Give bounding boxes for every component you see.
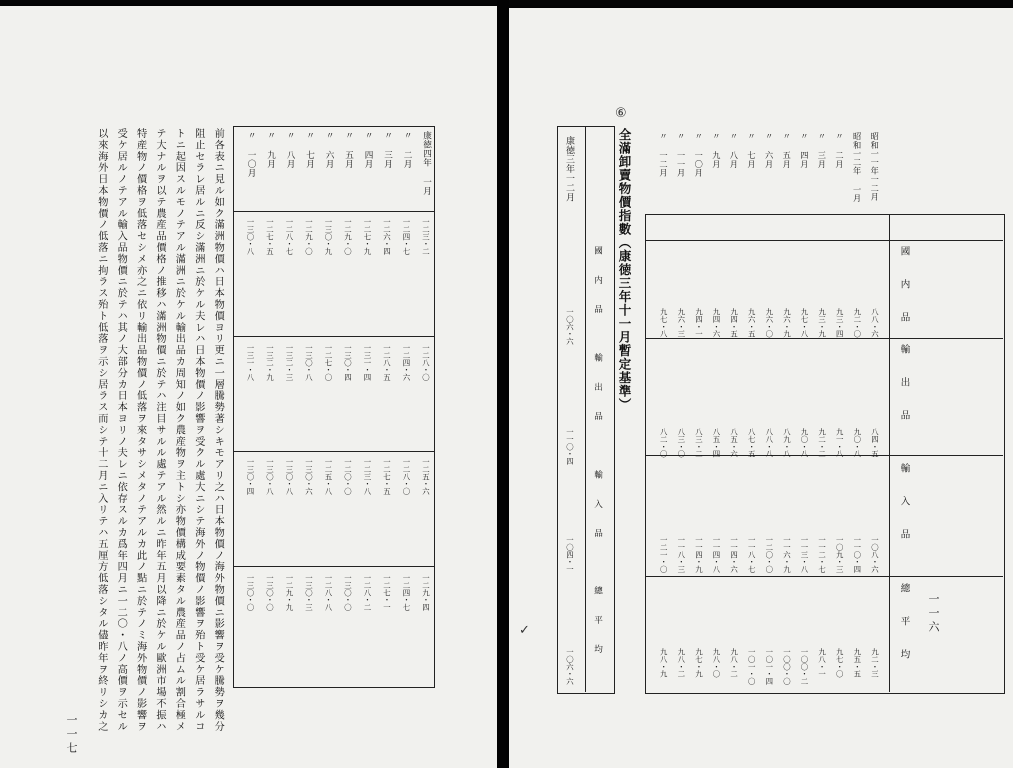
right-cell-value: 九六・五 [747,308,757,338]
right-cell-value: 九四・一 [694,308,704,338]
left-row-month: 〃 四月 [363,131,374,169]
right-row-month: 〃 五月 [782,132,793,169]
right-cell-value: 九七・〇 [835,648,845,678]
left-table-divider [233,566,434,567]
lower-column-header: 輸 入 品 [592,470,603,543]
left-cell-value: 一二九・四 [421,574,431,611]
right-cell-value: 九七・八 [800,308,809,338]
right-cell-value: 九八・一 [817,648,827,678]
right-cell-value: 九〇・八 [800,428,809,458]
right-cell-value: 九八・二 [729,648,739,678]
right-cell-value: 九四・五 [729,308,739,338]
right-page-number: 一一六 [927,593,940,635]
left-cell-value: 一二〇・〇 [343,458,353,495]
right-cell-value: 九七・九 [694,648,704,678]
right-row-month: 〃 一二月 [659,132,669,177]
right-cell-value: 九六・〇 [764,308,774,338]
left-cell-value: 一三〇・八 [245,218,255,255]
left-cell-value: 一二九・〇 [343,218,353,255]
right-cell-value: 九七・八 [659,308,669,338]
lower-column-header: 國 内 品 [592,246,603,319]
prose-line: 以來海外日本物價ノ低落ニ拘ラス殆ト低落ヲ示シ居ラス而シテ十二月ニ入リテハ五厘方低落シタル儘昨年ヲ終リシカ之 [95,128,107,733]
left-cell-value: 一二八・二 [362,574,372,611]
right-row-month: 〃 三月 [817,132,828,169]
right-cell-value: 八七・五 [747,428,757,458]
right-cell-value: 八八・八 [764,428,774,458]
left-row-month: 〃 三月 [382,131,393,169]
right-cell-value: 一一〇・四 [852,536,862,573]
right-cell-value: 一〇一・〇 [747,648,757,685]
left-cell-value: 一三二・九 [265,344,275,381]
right-cell-value: 一一三・八 [800,536,809,573]
right-cell-value: 八八・六 [870,308,880,338]
right-cell-value: 九二・三 [870,648,880,678]
right-cell-value: 一〇一・四 [764,648,774,685]
lower-cell-value: 一〇四・一 [565,536,575,573]
left-page [0,6,497,768]
right-page [509,8,1013,768]
right-column-header: 總 平 均 [898,583,910,666]
left-cell-value: 一二八・八 [323,574,333,611]
right-column-header: 輸 出 品 [898,344,910,427]
right-cell-value: 一一四・九 [694,536,704,573]
right-row-month: 〃 一一月 [676,132,687,177]
right-table-divider [645,338,1003,339]
left-cell-value: 一二九・〇 [304,218,314,255]
left-row-month: 〃 一〇月 [246,131,257,178]
left-cell-value: 一三〇・八 [265,458,275,495]
left-cell-value: 一二六・四 [382,218,392,255]
left-cell-value: 一三〇・四 [245,458,255,495]
right-cell-value: 一一四・八 [712,536,721,573]
left-row-month: 〃 七月 [304,131,315,169]
right-cell-value: 八四・五 [870,428,880,458]
right-cell-value: 八九・八 [782,428,792,458]
circle-number: ⑥ [615,106,627,121]
left-row-month: 〃 九月 [265,131,276,169]
right-column-header: 國 内 品 [898,246,910,329]
right-cell-value: 九三・九 [817,308,827,338]
right-cell-value: 一〇〇・〇 [782,648,792,685]
right-cell-value: 九八・二 [676,648,686,678]
prose-line: 前各表ニ見ル如ク滿洲物價ハ日本物價ヨリ更ニ一層騰勢著シキモアリ之ハ日本物價ノ海外物價ニ影響ヲ受ケ騰勢ヲ幾分 [212,128,224,733]
right-row-month: 〃 九月 [711,132,722,169]
left-cell-value: 一二七・九 [362,218,372,255]
book-spine [497,0,509,768]
left-cell-value: 一二八・七 [284,218,294,255]
left-page-number: 一一七 [65,714,78,756]
lower-table-title: 康徳三年一二月 [564,136,574,202]
right-cell-value: 八三・〇 [676,428,686,458]
right-cell-value: 一〇〇・二 [800,648,809,685]
check-mark: ✓ [519,623,530,638]
right-cell-value: 九六・九 [782,308,792,338]
right-cell-value: 一一八・七 [747,536,757,573]
prose-line: テ大ナルヲ以テ農産品價格ノ推移ハ滿洲物價ニ於テハ注目サルル處テアル然ルニ昨年五月以降ニ於ケル歐洲市場不振ハ [154,128,165,733]
lower-cell-value: 一一〇・四 [565,428,575,465]
left-table-divider [233,451,434,452]
right-cell-value: 一〇八・六 [870,536,880,573]
right-cell-value: 一二一・〇 [659,536,669,573]
right-cell-value: 一一六・九 [782,536,792,573]
right-table-divider [645,576,1003,577]
right-cell-value: 一一二・七 [817,536,827,573]
left-cell-value: 一二八・〇 [421,344,431,381]
left-cell-value: 一二九・九 [284,574,294,611]
left-cell-value: 一二五・六 [421,458,431,495]
left-cell-value: 一三〇・九 [323,218,333,255]
right-cell-value: 九二・〇 [852,308,862,338]
left-cell-value: 一二八・五 [382,344,392,381]
lower-table-rule [585,126,586,692]
right-cell-value: 九六・三 [676,308,686,338]
left-cell-value: 一二七・五 [382,458,392,495]
left-cell-value: 一三〇・四 [343,344,353,381]
left-row-month: 〃 五月 [343,131,354,169]
left-cell-value: 一三〇・〇 [343,574,353,611]
right-table-divider [645,240,1003,241]
right-cell-value: 八五・六 [729,428,739,458]
left-cell-value: 一二五・八 [323,458,333,495]
right-row-month: 昭和一一年一二月 [870,132,881,201]
prose-line: 阻止セラレ居ルニ反シ滿洲ニ於ケル夫レハ日本物價ノ影響ヲ受クル處大ニシテ海外ノ物價ノ影響ヲ殆ト受ケ居ラサルコ [192,128,204,733]
left-cell-value: 一三〇・八 [284,458,294,495]
left-row-month: 康徳四年 一月 [421,131,432,196]
right-column-header: 輸 入 品 [898,463,910,546]
left-cell-value: 一三〇・三 [304,574,314,611]
right-row-month: 〃 六月 [764,132,775,169]
right-cell-value: 八二・〇 [659,428,669,458]
right-cell-value: 八三・二 [694,428,704,458]
right-row-month: 〃 八月 [729,132,740,169]
right-row-month: 〃 七月 [747,132,757,169]
right-row-month: 〃 二月 [835,132,845,169]
right-cell-value: 九四・六 [712,308,721,338]
right-row-month: 昭和一二年 一月 [852,132,863,203]
lower-column-header: 總 平 均 [592,586,603,659]
left-cell-value: 一三一・四 [362,344,372,381]
right-cell-value: 九〇・八 [852,428,862,458]
lower-cell-value: 一〇六・六 [565,648,575,685]
left-cell-value: 一三〇・〇 [245,574,255,611]
prose-line: トニ起因スルモノテアル滿洲ニ於ケル輸出品カ周知ノ如ク農産物ヲ主トシ亦物價構成要素タル農産品ノ占ムル割合極メ [173,128,185,733]
left-cell-value: 一三〇・六 [304,458,314,495]
right-cell-value: 一〇九・三 [835,536,845,573]
prose-line: 受ケ居ルノテアル輸入品物價ニ於テハ其ノ大部分カ日本ヨリノ夫レニ依存スルカ爲年四月ニ一二〇・八ノ高價ヲ示セル [115,128,127,733]
left-row-month: 〃 八月 [285,131,296,169]
right-cell-value: 一一四・六 [729,536,739,573]
right-row-month: 〃 四月 [799,132,810,169]
left-cell-value: 一二七・五 [265,218,275,255]
right-cell-value: 一一八・三 [676,536,686,573]
left-cell-value: 一二三・二 [421,218,431,255]
right-cell-value: 九三・四 [835,308,845,338]
left-cell-value: 一二四・七 [401,574,411,611]
left-cell-value: 一二三・八 [362,458,372,495]
right-cell-value: 九八・九 [659,648,669,678]
left-cell-value: 一二四・七 [401,218,411,255]
right-cell-value: 九八・〇 [712,648,721,678]
left-cell-value: 一三二・三 [284,344,294,381]
right-cell-value: 九一・八 [835,428,845,458]
right-row-month: 〃 一〇月 [694,132,705,177]
left-cell-value: 一二八・〇 [401,458,411,495]
right-cell-value: 一二〇・〇 [764,536,774,573]
left-table-divider [233,336,434,337]
left-row-month: 〃 二月 [402,131,413,169]
left-cell-value: 一二七・一 [382,574,392,611]
prose-line: 特産物ノ價格ヲ低落セシメ亦之ニ依リ輸出品物價ノ低落ヲ來タサシメタノテアルカ此ノ點ニ於テノミ海外物價ノ影響ヲ [134,128,146,733]
right-cell-value: 九五・五 [852,648,862,678]
right-table-header-rule [889,214,890,692]
left-table-divider [233,211,434,212]
left-cell-value: 一二七・〇 [323,344,333,381]
lower-cell-value: 一〇六・六 [565,308,575,345]
right-cell-value: 八五・四 [712,428,721,458]
lower-table [557,126,615,694]
table-title: 全滿卸賣物價指數（康徳三年十一月暫定基準） [617,128,632,412]
right-cell-value: 九二・二 [817,428,827,458]
left-cell-value: 一二四・六 [401,344,411,381]
lower-column-header: 輸 出 品 [592,353,603,426]
left-cell-value: 一三〇・〇 [265,574,275,611]
left-row-month: 〃 六月 [324,131,335,169]
left-cell-value: 一三〇・八 [304,344,314,381]
left-cell-value: 一三一・八 [245,344,255,381]
